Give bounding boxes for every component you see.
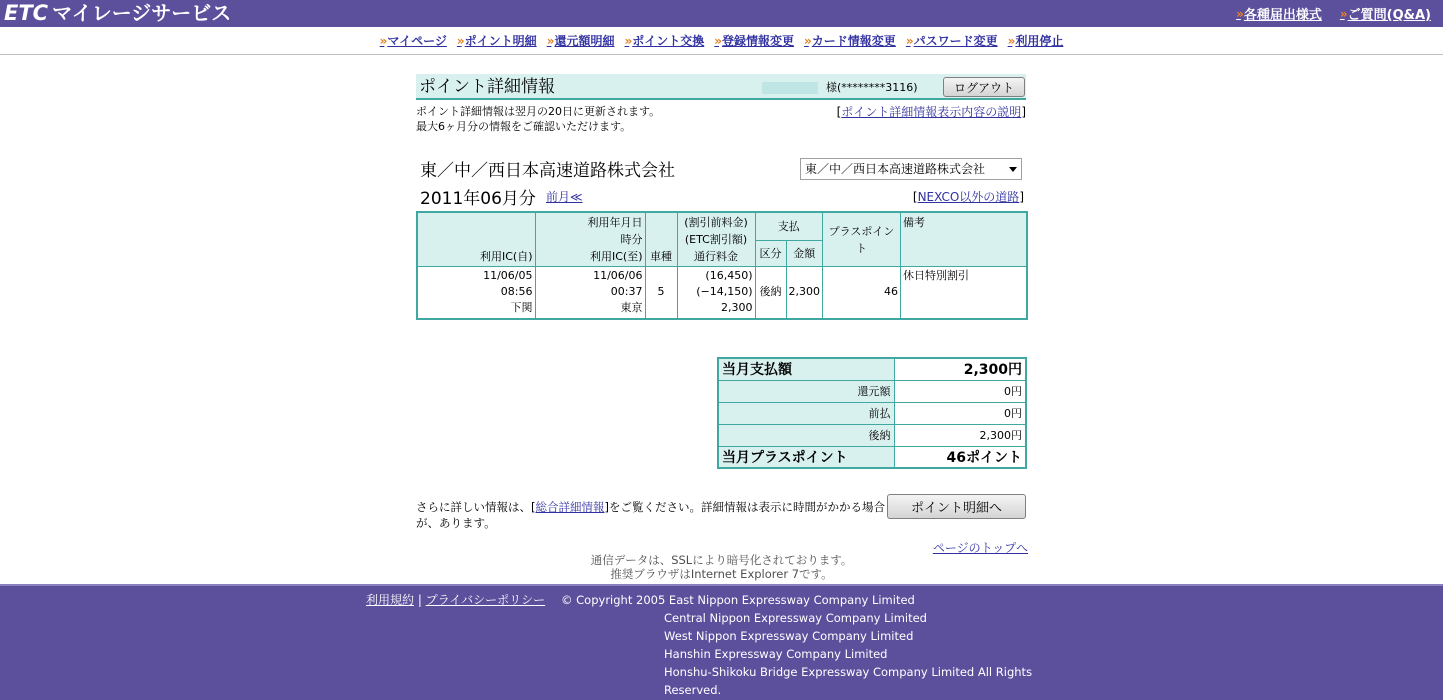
more-info-after: をご覧ください。詳細情報は表示に時間がかかる場合が、あります。 [416, 500, 885, 530]
prepaid-label: 前払 [718, 402, 894, 424]
plus-points-label: 当月プラスポイント [718, 446, 894, 468]
summary-row [718, 358, 1026, 380]
cell-pay-type: 後納 [755, 267, 786, 319]
col-pay-type: 区分 [755, 241, 786, 267]
page-title: ポイント詳細情報 [419, 77, 555, 97]
nav-point-details-label: ポイント明細 [464, 34, 537, 48]
nav-point-exchange[interactable] [624, 32, 704, 49]
more-info-text: さらに詳しい情報は、[総合詳細情報]をご覧ください。詳細情報は表示に時間がかかる場合が、あります。 [416, 500, 885, 530]
overall-detail-link[interactable]: 総合詳細情報 [535, 500, 605, 514]
cell-pay-amount: 2,300 [786, 267, 823, 319]
ssl-note [0, 553, 1443, 581]
col-pay-amount: 金額 [786, 241, 823, 267]
ssl-line-2: 推奨ブラウザはInternet Explorer 7です。 [610, 567, 833, 581]
chevron-right-icon: » [624, 33, 630, 48]
logo-text: マイレージサービス [52, 1, 232, 25]
summary-row [718, 380, 1026, 402]
cell-points: 46 [823, 267, 901, 319]
summary-row [718, 402, 1026, 424]
nav-stop-usage[interactable] [1008, 32, 1064, 49]
nav-mypage[interactable] [380, 32, 447, 49]
cell-vehicle: 5 [645, 267, 677, 319]
col-ic-from: 利用IC(自) [417, 212, 535, 267]
nav-mypage-label: マイページ [387, 34, 447, 48]
nav-registration-change-label: 登録情報変更 [722, 34, 795, 48]
cell-from: 11/06/05 08:56 下関 [417, 267, 535, 319]
faq-link[interactable] [1340, 4, 1431, 23]
nav-password-change[interactable] [906, 32, 998, 49]
chevron-right-icon: » [1236, 6, 1241, 21]
company-select-value: 東／中／西日本高速道路株式会社 [805, 162, 986, 176]
footer [0, 584, 1443, 700]
copyright-line: West Nippon Expressway Company Limited [664, 629, 914, 643]
faq-link-label: ご質問(Q&A) [1347, 8, 1431, 23]
main-nav [0, 27, 1443, 55]
notice-line-1: ポイント詳細情報は翌月の20日に更新されます。 [416, 105, 661, 118]
summary-row [718, 446, 1026, 468]
nav-stop-usage-label: 利用停止 [1015, 34, 1064, 48]
user-id-label: 様(********3116) [826, 81, 918, 94]
nav-point-exchange-label: ポイント交換 [632, 34, 705, 48]
chevron-down-icon [1009, 167, 1017, 172]
ssl-line-1: 通信データは、SSLにより暗号化されております。 [590, 553, 853, 567]
footer-separator: | [417, 593, 422, 607]
chevron-right-icon: » [546, 33, 552, 48]
title-bar [416, 74, 1026, 100]
company-name: 東／中／西日本高速道路株式会社 [420, 161, 675, 181]
copyright-line: Reserved. [664, 683, 722, 697]
col-date-ic-to: 利用年月日 時分 利用IC(至) [535, 212, 645, 267]
copyright [561, 591, 1032, 699]
postpaid-value: 2,300円 [894, 424, 1026, 446]
explain-link[interactable]: ポイント詳細情報表示内容の説明 [841, 105, 1022, 119]
chevron-right-icon: » [456, 33, 462, 48]
privacy-link[interactable]: プライバシーポリシー [425, 593, 546, 607]
summary-table [717, 357, 1027, 469]
logout-button[interactable]: ログアウト [943, 77, 1025, 97]
nexco-other-roads-link[interactable]: NEXCO以外の道路 [917, 190, 1020, 204]
nexco-link-wrapper: [NEXCO以外の道路] [912, 190, 1024, 204]
plus-points-value: 46ポイント [894, 446, 1026, 468]
update-notice [416, 104, 660, 134]
postpaid-label: 後納 [718, 424, 894, 446]
month-label: 2011年06月分 [420, 189, 536, 209]
copyright-line: © Copyright 2005 East Nippon Expressway Company Limited [561, 593, 915, 607]
copyright-line: Central Nippon Expressway Company Limited [664, 611, 927, 625]
copyright-line: Hanshin Expressway Company Limited [664, 647, 888, 661]
chevron-right-icon: » [1007, 33, 1013, 48]
chevron-right-icon: » [379, 33, 385, 48]
prev-month-link[interactable]: 前月≪ [546, 190, 583, 204]
col-payment: 支払 [755, 212, 823, 241]
terms-link[interactable]: 利用規約 [366, 593, 415, 607]
monthly-payment-label: 当月支払額 [718, 358, 894, 380]
forms-link-label: 各種届出様式 [1243, 8, 1322, 23]
chevron-right-icon: » [905, 33, 911, 48]
logo-etc: ETC [4, 1, 49, 25]
col-vehicle: 車種 [645, 212, 677, 267]
company-select[interactable] [800, 158, 1022, 180]
copyright-line: Honshu-Shikoku Bridge Expressway Company Limited All Rights [664, 665, 1033, 679]
footer-links [366, 591, 545, 608]
cell-to: 11/06/06 00:37 東京 [535, 267, 645, 319]
nav-card-change[interactable] [804, 32, 896, 49]
col-fee: (割引前料金) (ETC割引額) 通行料金 [677, 212, 755, 267]
more-info-before: さらに詳しい情報は、 [416, 500, 531, 514]
etc-mileage-logo[interactable] [4, 1, 231, 26]
nav-refund-details[interactable] [547, 32, 615, 49]
summary-row [718, 424, 1026, 446]
col-plus-points: プラスポイント [823, 212, 901, 267]
explain-link-wrapper: [ポイント詳細情報表示内容の説明] [836, 105, 1026, 119]
monthly-payment-value: 2,300円 [894, 358, 1026, 380]
nav-refund-details-label: 還元額明細 [554, 34, 615, 48]
table-row [417, 267, 1027, 319]
nav-point-details[interactable] [457, 32, 537, 49]
cell-remarks: 休日特別割引 [901, 267, 1028, 319]
chevron-right-icon: » [804, 33, 809, 48]
nav-card-change-label: カード情報変更 [811, 34, 896, 48]
nav-registration-change[interactable] [714, 32, 794, 49]
cell-fee: (16,450) (−14,150) 2,300 [677, 267, 755, 319]
prepaid-value: 0円 [894, 402, 1026, 424]
chevron-right-icon: » [1339, 6, 1345, 21]
notice-line-2: 最大6ヶ月分の情報をご確認いただけます。 [416, 120, 632, 133]
refund-label: 還元額 [718, 380, 894, 402]
refund-value: 0円 [894, 380, 1026, 402]
user-name-redacted [762, 82, 818, 94]
nav-password-change-label: パスワード変更 [913, 34, 998, 48]
usage-detail-table [416, 211, 1028, 320]
to-point-details-button[interactable]: ポイント明細へ [887, 494, 1026, 519]
chevron-right-icon: » [714, 33, 720, 48]
page-top-link[interactable]: ページのトップへ [932, 541, 1028, 555]
top-header [0, 0, 1443, 27]
col-remarks: 備考 [901, 212, 1028, 267]
top-links [1236, 0, 1431, 27]
forms-link[interactable] [1236, 4, 1322, 23]
